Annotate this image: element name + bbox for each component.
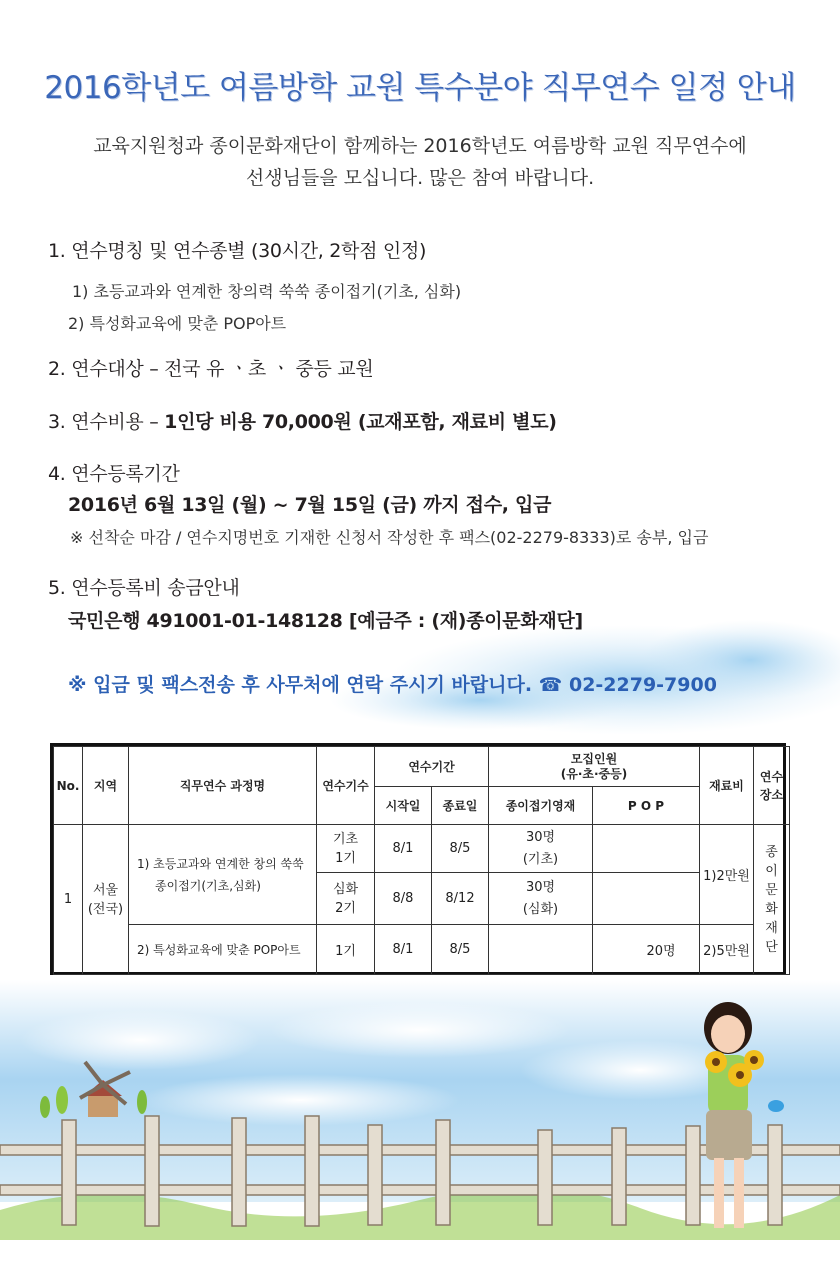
- header-course: 직무연수 과정명: [129, 747, 317, 825]
- cell-session-2-a: 심화: [332, 881, 359, 897]
- header-session: 연수기수: [317, 747, 375, 825]
- cell-region-2: (전국): [87, 901, 124, 917]
- cell-region: [83, 825, 129, 975]
- cell-start-3: 8/1: [375, 925, 432, 975]
- cell-place-char: 화: [765, 901, 778, 917]
- cell-course-2: 2) 특성화교육에 맞춘 POP아트: [129, 925, 317, 975]
- scenery-illustration: [0, 980, 840, 1264]
- header-pop: P O P: [593, 787, 700, 825]
- table-row: [54, 925, 790, 975]
- section-3-prefix: 3. 연수비용 –: [48, 411, 165, 433]
- cell-session-2-b: 2기: [335, 900, 356, 916]
- cell-place-char: 문: [765, 882, 778, 898]
- section-1-heading: 1. 연수명칭 및 연수종별 (30시간, 2학점 인정): [48, 240, 427, 262]
- section-1-item-2: 2) 특성화교육에 맞춘 POP아트: [68, 314, 287, 333]
- cell-course-1-line-1: 1) 초등교과와 연계한 창의 쑥쑥: [137, 856, 304, 871]
- cell-origami-2-a: 30명: [525, 879, 556, 895]
- cell-place-char: 종: [765, 844, 778, 860]
- cell-origami-1-b: (기초): [522, 851, 559, 867]
- header-place-label: 연수장소: [759, 769, 784, 802]
- header-place: [754, 747, 790, 825]
- cell-no: 1: [54, 825, 83, 975]
- cell-fee-2: 2)5만원: [700, 925, 754, 975]
- phone-icon: ☎: [538, 674, 563, 696]
- cell-pop-3: 20명: [593, 925, 700, 975]
- section-1-item-1: 1) 초등교과와 연계한 창의력 쑥쑥 종이접기(기초, 심화): [72, 282, 462, 301]
- cell-session-1: [317, 825, 375, 873]
- section-2-heading: 2. 연수대상 – 전국 유 ㆍ초 ㆍ 중등 교원: [48, 358, 374, 380]
- notice: [68, 670, 717, 697]
- header-recruit-sub: (유·초·중등): [560, 766, 628, 781]
- section-3: [48, 407, 557, 434]
- header-recruit-label: 모집인원: [570, 751, 618, 766]
- schedule-table: [50, 743, 786, 975]
- cell-pop-1: [593, 825, 700, 873]
- page-title: 2016학년도 여름방학 교원 특수분야 직무연수 일정 안내: [44, 70, 796, 106]
- cell-fee-1: 1)2만원: [700, 825, 754, 925]
- cell-end-3: 8/5: [432, 925, 489, 975]
- cell-origami-3: [489, 925, 593, 975]
- cell-origami-1-a: 30명: [525, 829, 556, 845]
- cell-course-1-line-2: 종이접기(기초,심화): [155, 878, 261, 893]
- header-end: 종료일: [432, 787, 489, 825]
- section-4-note: ※ 선착순 마감 / 연수지명번호 기재한 신청서 작성한 후 팩스(02-2279-8333)로 송부, 입금: [70, 528, 709, 547]
- cell-origami-2-b: (심화): [522, 901, 559, 917]
- cell-end-2: 8/12: [432, 873, 489, 925]
- section-5-heading: 5. 연수등록비 송금안내: [48, 577, 240, 599]
- header-no: No.: [54, 747, 83, 825]
- header-origami: 종이접기영재: [489, 787, 593, 825]
- cell-session-2: [317, 873, 375, 925]
- cell-origami-1: [489, 825, 593, 873]
- section-3-cost: 1인당 비용 70,000원 (교재포함, 재료비 별도): [164, 411, 557, 433]
- cell-origami-2: [489, 873, 593, 925]
- section-4-heading: 4. 연수등록기간: [48, 463, 180, 485]
- header-start: 시작일: [375, 787, 432, 825]
- cell-place-char: 재: [765, 920, 778, 936]
- cell-place: [754, 825, 790, 975]
- intro-text: [0, 130, 840, 194]
- intro-line-2: 선생님들을 모십니다. 많은 참여 바랍니다.: [245, 167, 595, 189]
- cell-session-1-b: 1기: [335, 850, 356, 866]
- table-row: [54, 825, 790, 873]
- header-region: 지역: [83, 747, 129, 825]
- cell-pop-2: [593, 873, 700, 925]
- cell-place-char: 이: [765, 863, 778, 879]
- cell-session-3: 1기: [317, 925, 375, 975]
- cell-session-1-a: 기초: [332, 831, 359, 847]
- header-period: 연수기간: [375, 747, 489, 787]
- header-recruit: [489, 747, 700, 787]
- cell-start-2: 8/8: [375, 873, 432, 925]
- section-5-account: 국민은행 491001-01-148128 [예금주 : (재)종이문화재단]: [68, 610, 583, 632]
- cell-start-1: 8/1: [375, 825, 432, 873]
- cell-region-1: 서울: [92, 882, 119, 898]
- header-fee: 재료비: [700, 747, 754, 825]
- notice-text: ※ 입금 및 팩스전송 후 사무처에 연락 주시기 바랍니다.: [68, 674, 539, 696]
- notice-phone: 02-2279-7900: [568, 674, 717, 696]
- intro-line-1: 교육지원청과 종이문화재단이 함께하는 2016학년도 여름방학 교원 직무연수에: [93, 135, 747, 157]
- cell-course-1: [129, 825, 317, 925]
- cell-end-1: 8/5: [432, 825, 489, 873]
- cell-place-char: 단: [765, 939, 778, 955]
- section-4-dates: 2016년 6월 13일 (월) ~ 7월 15일 (금) 까지 접수, 입금: [68, 494, 552, 516]
